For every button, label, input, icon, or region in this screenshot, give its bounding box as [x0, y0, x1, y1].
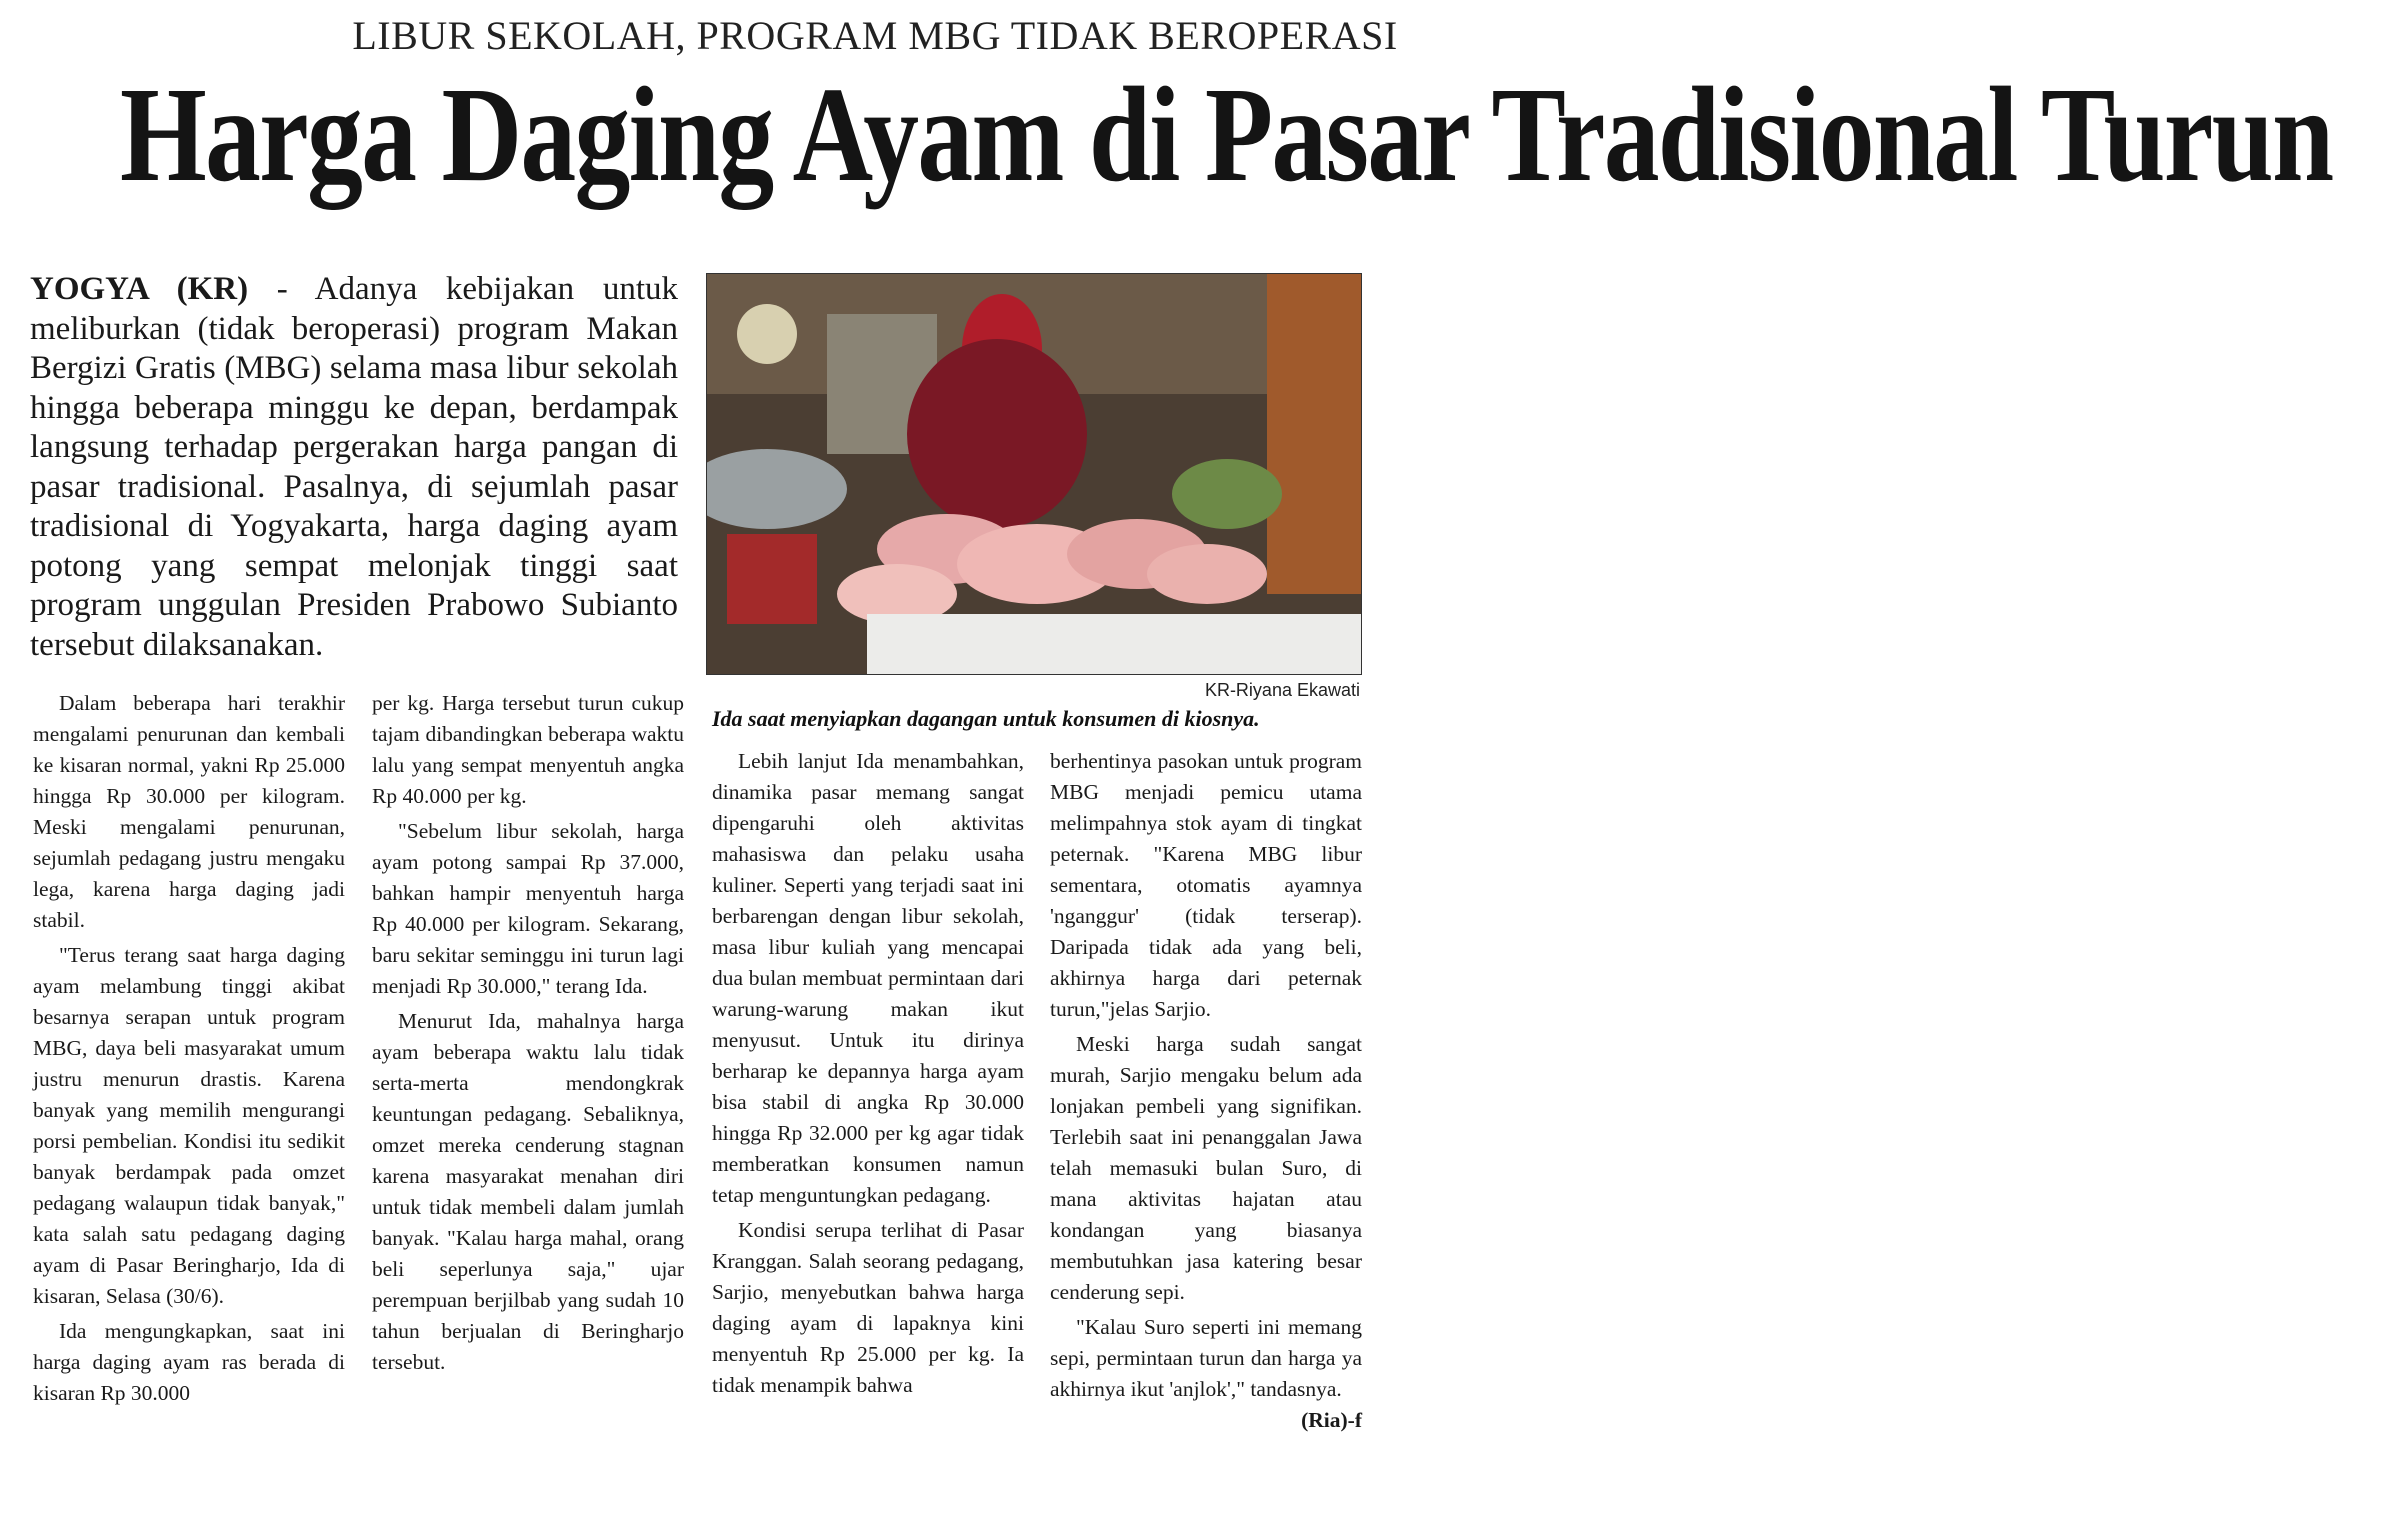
paragraph: Kondisi serupa terlihat di Pasar Kranggan. Salah seorang pedagang, Sarjio, menyebutkan bahwa harga daging ayam di lapaknya kini menyentuh Rp 25.000 per kg. Ia tidak menampik bahwa — [712, 1218, 1024, 1397]
paragraph: per kg. Harga tersebut turun cukup tajam dibandingkan beberapa waktu lalu yang sempat menyentuh angka Rp 40.000 per kg. — [372, 691, 684, 808]
kicker: LIBUR SEKOLAH, PROGRAM MBG TIDAK BEROPERASI — [352, 13, 1398, 58]
dateline: YOGYA (KR) — [30, 271, 249, 307]
paragraph: Ida mengungkapkan, saat ini harga daging ayam ras berada di kisaran Rp 30.000 — [33, 1319, 345, 1405]
photo-illustration — [707, 274, 1361, 674]
paragraph — [1050, 1312, 1362, 1432]
paragraph: "Terus terang saat harga daging ayam melambung tinggi akibat besarnya serapan untuk program MBG, daya beli masyarakat umum justru menurun drastis. Karena banyak yang memilih mengurangi porsi pembelian. Kondisi itu sedikit banyak berdampak pada omzet pedagang walaupun tidak banyak," kata salah satu pedagang daging ayam di Pasar Beringharjo, Ida di kisaran, Selasa (30/6). — [33, 943, 345, 1308]
article-column-4 — [1050, 746, 1362, 1436]
author-signature: (Ria)-f — [1301, 1408, 1362, 1432]
photo-credit: KR-Riyana Ekawati — [1204, 680, 1360, 700]
paragraph: "Sebelum libur sekolah, harga ayam potong sampai Rp 37.000, bahkan hampir menyentuh harga Rp 40.000 per kilogram. Sekarang, baru sekitar seminggu ini turun lagi menjadi Rp 30.000," terang Ida. — [372, 819, 684, 998]
market-photo — [706, 273, 1362, 675]
paragraph: Menurut Ida, mahalnya harga ayam beberapa waktu lalu tidak serta-merta mendongkrak keuntungan pedagang. Sebaliknya, omzet mereka cenderung stagnan karena masyarakat menahan diri untuk tidak membeli dalam jumlah banyak. "Kalau harga mahal, orang beli seperlunya saja," ujar perempuan berjilbab yang sudah 10 tahun berjualan di Beringharjo tersebut. — [372, 1009, 684, 1374]
article-column-2 — [372, 688, 684, 1378]
photo-caption: Ida saat menyiapkan dagangan untuk konsumen di kiosnya. — [712, 706, 1260, 731]
lead-paragraph — [30, 270, 678, 665]
headline: Harga Daging Ayam di Pasar Tradisional Turun — [120, 60, 2333, 210]
article-column-3 — [712, 746, 1024, 1401]
paragraph: Dalam beberapa hari terakhir mengalami penurunan dan kembali ke kisaran normal, yakni Rp 25.000 hingga Rp 30.000 per kilogram. Meski mengalami penurunan, sejumlah pedagang justru mengaku lega, karena harga daging jadi stabil. — [33, 691, 345, 932]
paragraph: berhentinya pasokan untuk program MBG menjadi pemicu utama melimpahnya stok ayam di tingkat peternak. "Karena MBG libur sementara, otomatis ayamnya 'nganggur' (tidak terserap). Daripada tidak ada yang beli, akhirnya harga dari peternak turun,"jelas Sarjio. — [1050, 749, 1362, 1021]
article-column-1 — [33, 688, 345, 1409]
paragraph: Lebih lanjut Ida menambahkan, dinamika pasar memang sangat dipengaruhi oleh aktivitas mahasiswa dan pelaku usaha kuliner. Seperti yang terjadi saat ini berbarengan dengan libur sekolah, masa libur kuliah yang mencapai dua bulan membuat permintaan dari warung-warung makan ikut menyusut. Untuk itu dirinya berharap ke depannya harga ayam bisa stabil di angka Rp 30.000 hingga Rp 32.000 per kg agar tidak memberatkan konsumen namun tetap menguntungkan pedagang. — [712, 749, 1024, 1207]
lead-text: - Adanya kebijakan untuk meliburkan (tidak beroperasi) program Makan Bergizi Gratis (MBG) selama masa libur sekolah hingga beberapa minggu ke depan, berdampak langsung terhadap pergerakan harga pangan di pasar tradisional. Pasalnya, di sejumlah pasar tradisional di Yogyakarta, harga daging ayam potong yang sempat melonjak tinggi saat program unggulan Presiden Prabowo Subianto tersebut dilaksanakan. — [30, 271, 678, 663]
paragraph-text: "Kalau Suro seperti ini memang sepi, permintaan turun dan harga ya akhirnya ikut 'anjlok'," tandasnya. — [1050, 1315, 1362, 1401]
paragraph: Meski harga sudah sangat murah, Sarjio mengaku belum ada lonjakan pembeli yang signifikan. Terlebih saat ini penanggalan Jawa telah memasuki bulan Suro, di mana aktivitas hajatan atau kondangan yang biasanya membutuhkan jasa katering besar cenderung sepi. — [1050, 1032, 1362, 1304]
